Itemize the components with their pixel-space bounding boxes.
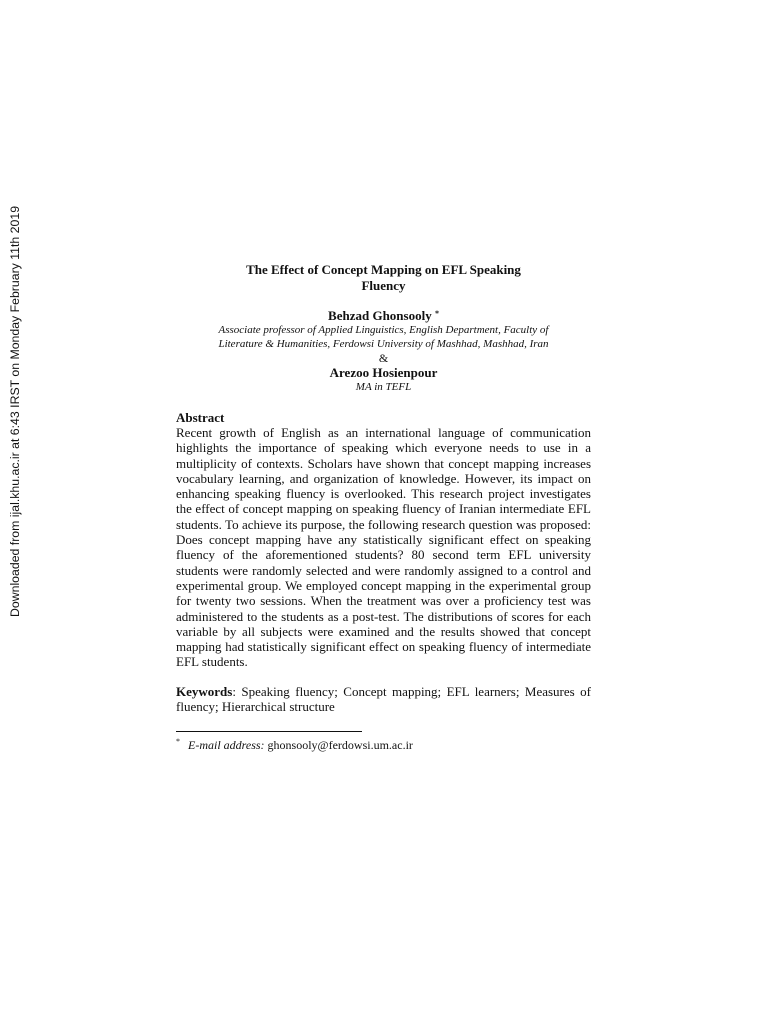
download-watermark: Downloaded from ijal.khu.ac.ir at 6:43 IRST on Monday February 11th 2019 bbox=[8, 205, 22, 617]
paper-first-page bbox=[176, 262, 591, 752]
author-1-name-text: Behzad Ghonsooly bbox=[328, 308, 432, 323]
author-2-name: Arezoo Hosienpour bbox=[329, 365, 438, 380]
keywords bbox=[176, 684, 591, 715]
author-1-footnote-marker: * bbox=[434, 309, 439, 318]
paper-title-line-1: The Effect of Concept Mapping on EFL Speaking bbox=[246, 262, 521, 277]
abstract-body: Recent growth of English as an international language of communication highlights the importance of speaking which everyone needs to use in a multiplicity of contexts. Scholars have shown that concept mapping increases vocabulary learning, and organization of knowledge. However, its impact on enhancing speaking fluency is overlooked. This research project investigates the effect of concept mapping on speaking fluency of Iranian intermediate EFL students. To achieve its purpose, the following research question was proposed: Does concept mapping have any statistically significant effect on speaking fluency of the aforementioned students? 80 second term EFL university students were randomly selected and were randomly assigned to a control and experimental group. We employed concept mapping in the experimental group for twenty two sessions. When the treatment was over a proficiency test was administered to the students as a post-test. The distributions of scores for each variable by all subjects were examined and the results showed that concept mapping had statistically significant effect on speaking fluency of intermediate EFL students. bbox=[176, 425, 591, 670]
author-1-name bbox=[176, 308, 591, 323]
author-2-affiliation: MA in TEFL bbox=[355, 381, 412, 393]
author-1-affiliation-line-2: Literature & Humanities, Ferdowsi University of Mashhad, Mashhad, Iran bbox=[218, 338, 549, 350]
keywords-text: : Speaking fluency; Concept mapping; EFL learners; Measures of fluency; Hierarchical structure bbox=[176, 683, 591, 715]
footnote-label: E-mail address: bbox=[188, 738, 265, 753]
author-1-affiliation-line-1: Associate professor of Applied Linguistics, English Department, Faculty of bbox=[218, 324, 549, 336]
footnote bbox=[176, 738, 591, 752]
paper-title bbox=[176, 262, 591, 293]
author-separator: & bbox=[378, 351, 389, 365]
author-1-affiliation bbox=[176, 323, 591, 351]
abstract-heading: Abstract bbox=[176, 410, 225, 425]
footnote-email: ghonsooly@ferdowsi.um.ac.ir bbox=[267, 738, 413, 753]
keywords-label: Keywords bbox=[176, 683, 233, 699]
paper-title-line-2: Fluency bbox=[361, 277, 406, 293]
footnote-marker: * bbox=[176, 737, 180, 747]
